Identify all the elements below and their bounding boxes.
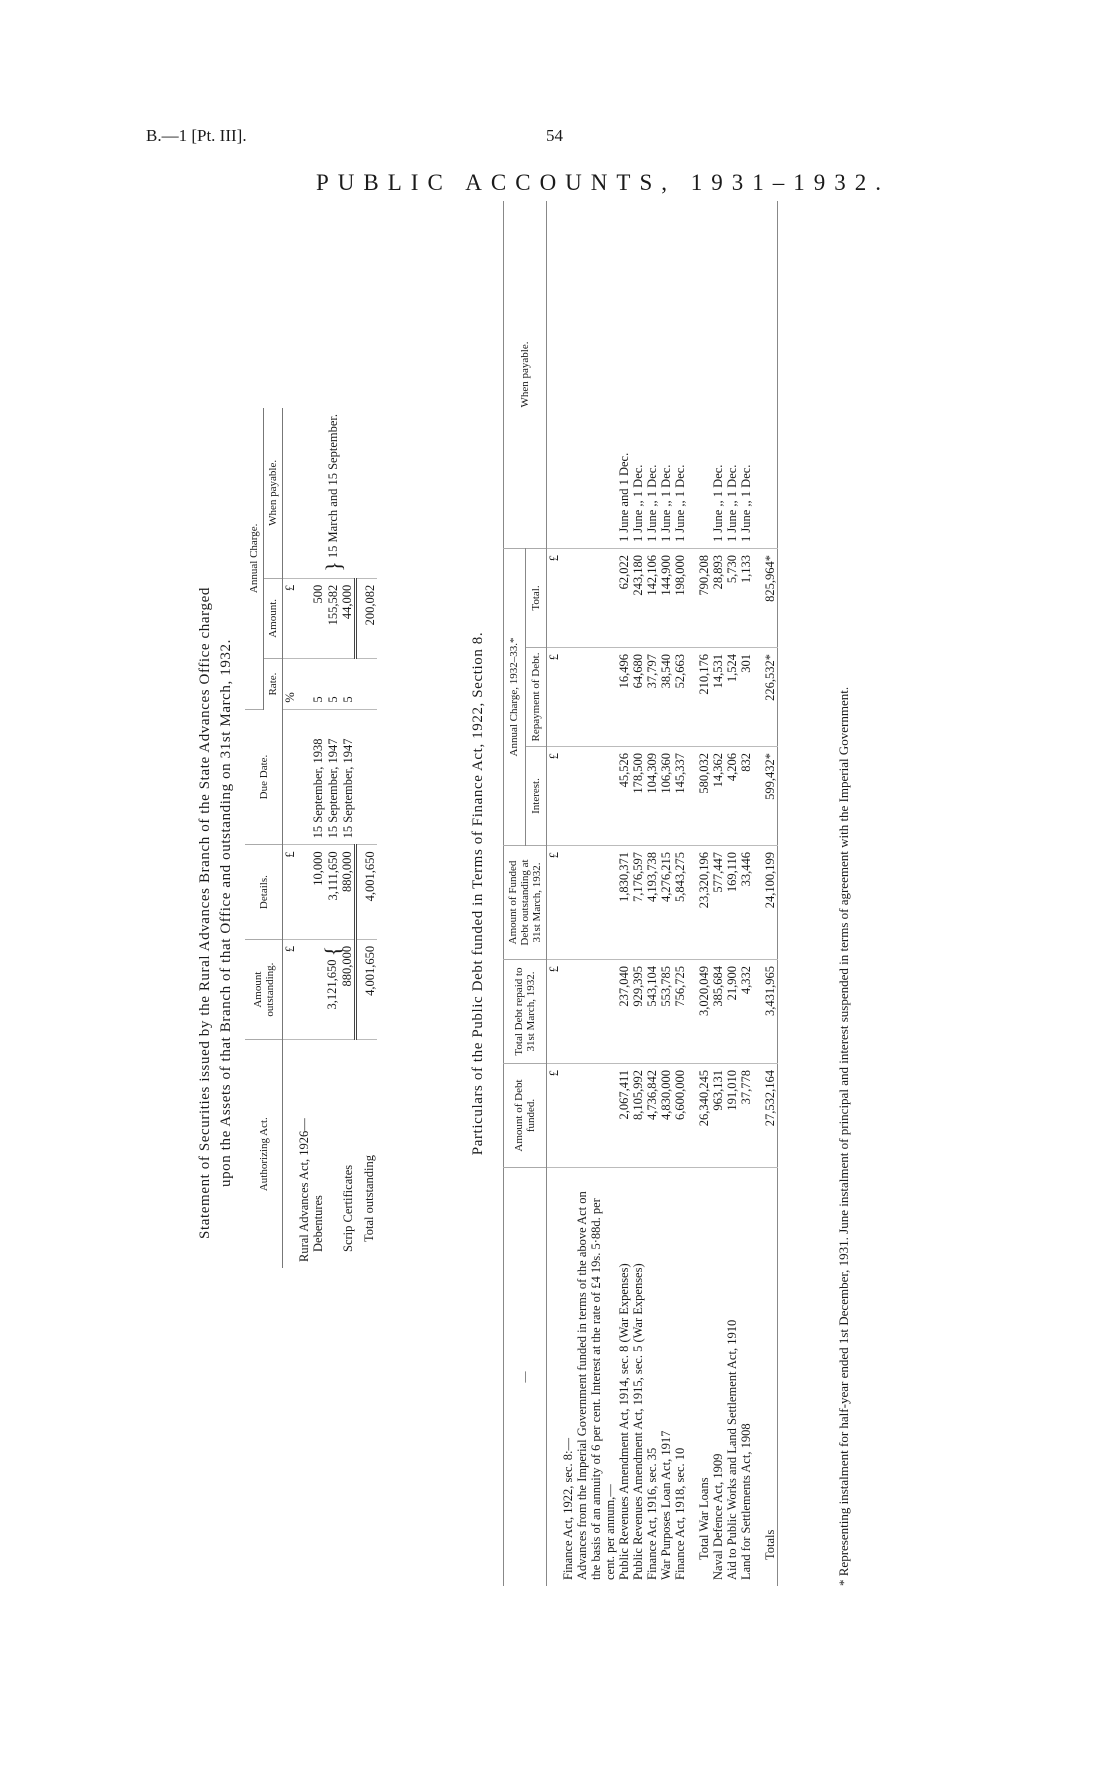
unit-pound: £ (547, 1064, 562, 1168)
cell-outstanding: 23,320,196 (697, 846, 711, 960)
cell-interest: 599,432* (763, 747, 778, 846)
total-label: Total outstanding (362, 1155, 377, 1242)
cell-funded: 6,600,000 (673, 1064, 687, 1168)
cell-total: 243,180 (631, 549, 645, 648)
unit-pound: £ (547, 747, 562, 846)
totals-row (763, 201, 778, 1586)
cell-outstanding: 7,176,597 (631, 846, 645, 960)
act-name: Rural Advances Act, 1926— (297, 1118, 311, 1262)
row-label: Finance Act, 1916, sec. 35 (645, 1447, 659, 1580)
col-amount-funded: Amount of Debt funded. (504, 1064, 547, 1168)
col-rate: Rate. (264, 658, 283, 709)
cell-repayment: 38,540 (659, 648, 673, 747)
debentures-label: Debentures (311, 1195, 325, 1252)
col-amount-outstanding: Amount outstanding. (245, 939, 283, 1040)
cell-payable: 1 June and 1 Dec. (617, 201, 631, 549)
cell-repaid: 237,040 (617, 960, 631, 1064)
detail-value: 880,000 (340, 845, 356, 939)
table-row (659, 201, 673, 1586)
cell-repayment: 226,532* (763, 648, 778, 747)
row-label: Aid to Public Works and Land Settlement Act, 1910 (725, 1319, 739, 1580)
brace: { (320, 945, 346, 957)
cell-interest: 104,309 (645, 747, 659, 846)
charge-amount: 155,582 (325, 578, 340, 658)
cell-repayment: 14,531 (711, 648, 725, 747)
cell-repaid: 3,020,049 (697, 960, 711, 1064)
public-debt-particulars (468, 201, 858, 1586)
cell-total: 825,964* (763, 549, 778, 648)
col-description: — (504, 1168, 547, 1587)
cell-total: 144,900 (659, 549, 673, 648)
cell-payable: 1 June ,, 1 Dec. (725, 201, 739, 549)
document-reference: B.—1 [Pt. III]. (146, 126, 247, 145)
cell-payable: 1 June ,, 1 Dec. (739, 201, 753, 549)
cell-payable: 1 June ,, 1 Dec. (711, 201, 725, 549)
cell-outstanding: 1,830,371 (617, 846, 631, 960)
scrip-amount: 880,000 (340, 939, 356, 1040)
cell-interest: 45,526 (617, 747, 631, 846)
cell-funded: 27,532,164 (763, 1064, 778, 1168)
statement-caption-line2: upon the Assets of that Branch of that Office and outstanding on 31st March, 1932. (218, 639, 234, 1188)
table-row (617, 201, 631, 1586)
intro-text: Advances from the Imperial Government funded in terms of the above Act on the basis of an annuity of 6 per cent. Interest at the rate of £4 19s. 5·88d. per cent. per annum,— (575, 1191, 617, 1580)
particulars-table (503, 201, 778, 1586)
cell-interest: 4,206 (725, 747, 739, 846)
cell-interest: 145,337 (673, 747, 687, 846)
page-title: PUBLIC ACCOUNTS, 1931–1932. (316, 170, 890, 195)
cell-total: 142,106 (645, 549, 659, 648)
cell-repaid: 4,332 (739, 960, 753, 1064)
particulars-caption: Particulars of the Public Debt funded in Terms of Finance Act, 1922, Section 8. (470, 631, 486, 1156)
unit-pound: £ (283, 845, 298, 939)
table-row (673, 201, 687, 1586)
cell-outstanding: 4,276,215 (659, 846, 673, 960)
brace: } (320, 561, 346, 572)
cell-repaid: 3,431,965 (763, 960, 778, 1064)
cell-outstanding: 577,447 (711, 846, 725, 960)
table-row (711, 201, 725, 1586)
debentures-amount: 3,121,650 (325, 959, 339, 1010)
row-label: Public Revenues Amendment Act, 1915, sec. 5 (War Expenses) (631, 1263, 645, 1580)
unit-percent: % (283, 658, 298, 709)
unit-pound: £ (283, 939, 298, 1040)
cell-total: 198,000 (673, 549, 687, 648)
cell-repayment: 1,524 (725, 648, 739, 747)
unit-pound: £ (547, 648, 562, 747)
rate-value: 5 (311, 658, 325, 709)
intro-heading: Finance Act, 1922, sec. 8:— (561, 1438, 575, 1580)
rate-value: 5 (340, 658, 356, 709)
table-row (645, 201, 659, 1586)
due-date: 15 September, 1938 (311, 709, 325, 845)
total-charge: 200,082 (356, 578, 378, 658)
cell-interest: 178,500 (631, 747, 645, 846)
cell-funded: 2,067,411 (617, 1064, 631, 1168)
cell-total: 62,022 (617, 549, 631, 648)
col-when-payable: When payable. (504, 201, 547, 549)
col-debt-repaid: Total Debt repaid to 31st March, 1932. (504, 960, 547, 1064)
table-row (631, 201, 645, 1586)
col-authorizing-act: Authorizing Act. (245, 1040, 283, 1268)
cell-outstanding: 169,110 (725, 846, 739, 960)
cell-repaid: 543,104 (645, 960, 659, 1064)
cell-total: 28,893 (711, 549, 725, 648)
scrip-label: Scrip Certificates (340, 1164, 355, 1252)
cell-funded: 37,778 (739, 1064, 753, 1168)
statement-table (245, 408, 377, 1268)
due-date: 15 September, 1947 (340, 709, 356, 845)
cell-outstanding: 5,843,275 (673, 846, 687, 960)
col-when-payable: When payable. (264, 408, 283, 578)
col-annual-charge: Annual Charge, 1932–33.* (504, 549, 526, 846)
statement-caption-line1: Statement of Securities issued by the Rural Advances Branch of the State Advances Office charged (197, 587, 213, 1239)
cell-payable: 1 June ,, 1 Dec. (645, 201, 659, 549)
cell-repaid: 385,684 (711, 960, 725, 1064)
cell-payable: 1 June ,, 1 Dec. (631, 201, 645, 549)
unit-pound: £ (547, 549, 562, 648)
cell-payable: 1 June ,, 1 Dec. (659, 201, 673, 549)
war-loans-total-row (697, 201, 711, 1586)
row-label: Total War Loans (697, 1477, 711, 1560)
row-label: Naval Defence Act, 1909 (711, 1453, 725, 1580)
col-total: Total. (525, 549, 547, 648)
table-row (739, 201, 753, 1586)
row-label: Finance Act, 1918, sec. 10 (673, 1447, 687, 1580)
row-label: Totals (763, 1529, 777, 1560)
col-annual-charge: Annual Charge. (245, 408, 264, 709)
cell-repaid: 553,785 (659, 960, 673, 1064)
cell-payable: 1 June ,, 1 Dec. (673, 201, 687, 549)
unit-pound: £ (547, 846, 562, 960)
cell-repayment: 52,663 (673, 648, 687, 747)
col-due-date: Due Date. (245, 709, 283, 845)
securities-statement (195, 408, 435, 1418)
cell-total: 1,133 (739, 549, 753, 648)
footnote: * Representing instalment for half-year ended 1st December, 1931. June instalment of principal and interest suspended in terms of agreement with the Imperial Government. (836, 686, 851, 1586)
cell-interest: 106,360 (659, 747, 673, 846)
row-label: War Purposes Loan Act, 1917 (659, 1430, 673, 1580)
when-payable-value: 15 March and 15 September. (325, 414, 340, 559)
col-debt-outstanding: Amount of Funded Debt outstanding at 31st March, 1932. (504, 846, 547, 960)
detail-value: 10,000 (311, 845, 325, 939)
cell-funded: 191,010 (725, 1064, 739, 1168)
cell-total: 5,730 (725, 549, 739, 648)
unit-pound: £ (283, 578, 298, 658)
total-amount: 4,001,650 (356, 939, 378, 1040)
cell-outstanding: 24,100,199 (763, 846, 778, 960)
statement-caption (195, 408, 237, 1418)
col-repayment: Repayment of Debt. (525, 648, 547, 747)
cell-funded: 8,105,992 (631, 1064, 645, 1168)
cell-funded: 4,736,842 (645, 1064, 659, 1168)
charge-amount: 44,000 (340, 578, 356, 658)
page-number: 54 (546, 126, 563, 145)
unit-pound: £ (547, 960, 562, 1064)
row-label: Public Revenues Amendment Act, 1914, sec. 8 (War Expenses) (617, 1263, 631, 1580)
cell-funded: 963,131 (711, 1064, 725, 1168)
cell-repaid: 756,725 (673, 960, 687, 1064)
charge-amount: 500 (311, 578, 325, 658)
cell-repayment: 64,680 (631, 648, 645, 747)
col-interest: Interest. (525, 747, 547, 846)
col-amount: Amount. (264, 578, 283, 658)
cell-interest: 832 (739, 747, 753, 846)
rate-value: 5 (325, 658, 340, 709)
col-details: Details. (245, 845, 283, 939)
table-row (725, 201, 739, 1586)
cell-repaid: 21,900 (725, 960, 739, 1064)
cell-funded: 26,340,245 (697, 1064, 711, 1168)
cell-funded: 4,830,000 (659, 1064, 673, 1168)
detail-value: 3,111,650 (325, 845, 340, 939)
cell-repayment: 37,797 (645, 648, 659, 747)
cell-repayment: 16,496 (617, 648, 631, 747)
cell-repaid: 929,395 (631, 960, 645, 1064)
cell-repayment: 301 (739, 648, 753, 747)
cell-outstanding: 4,193,738 (645, 846, 659, 960)
row-label: Land for Settlements Act, 1908 (739, 1423, 753, 1580)
due-date: 15 September, 1947 (325, 709, 340, 845)
cell-total: 790,208 (697, 549, 711, 648)
cell-interest: 14,362 (711, 747, 725, 846)
total-details: 4,001,650 (356, 845, 378, 939)
cell-repayment: 210,176 (697, 648, 711, 747)
cell-interest: 580,032 (697, 747, 711, 846)
cell-outstanding: 33,446 (739, 846, 753, 960)
